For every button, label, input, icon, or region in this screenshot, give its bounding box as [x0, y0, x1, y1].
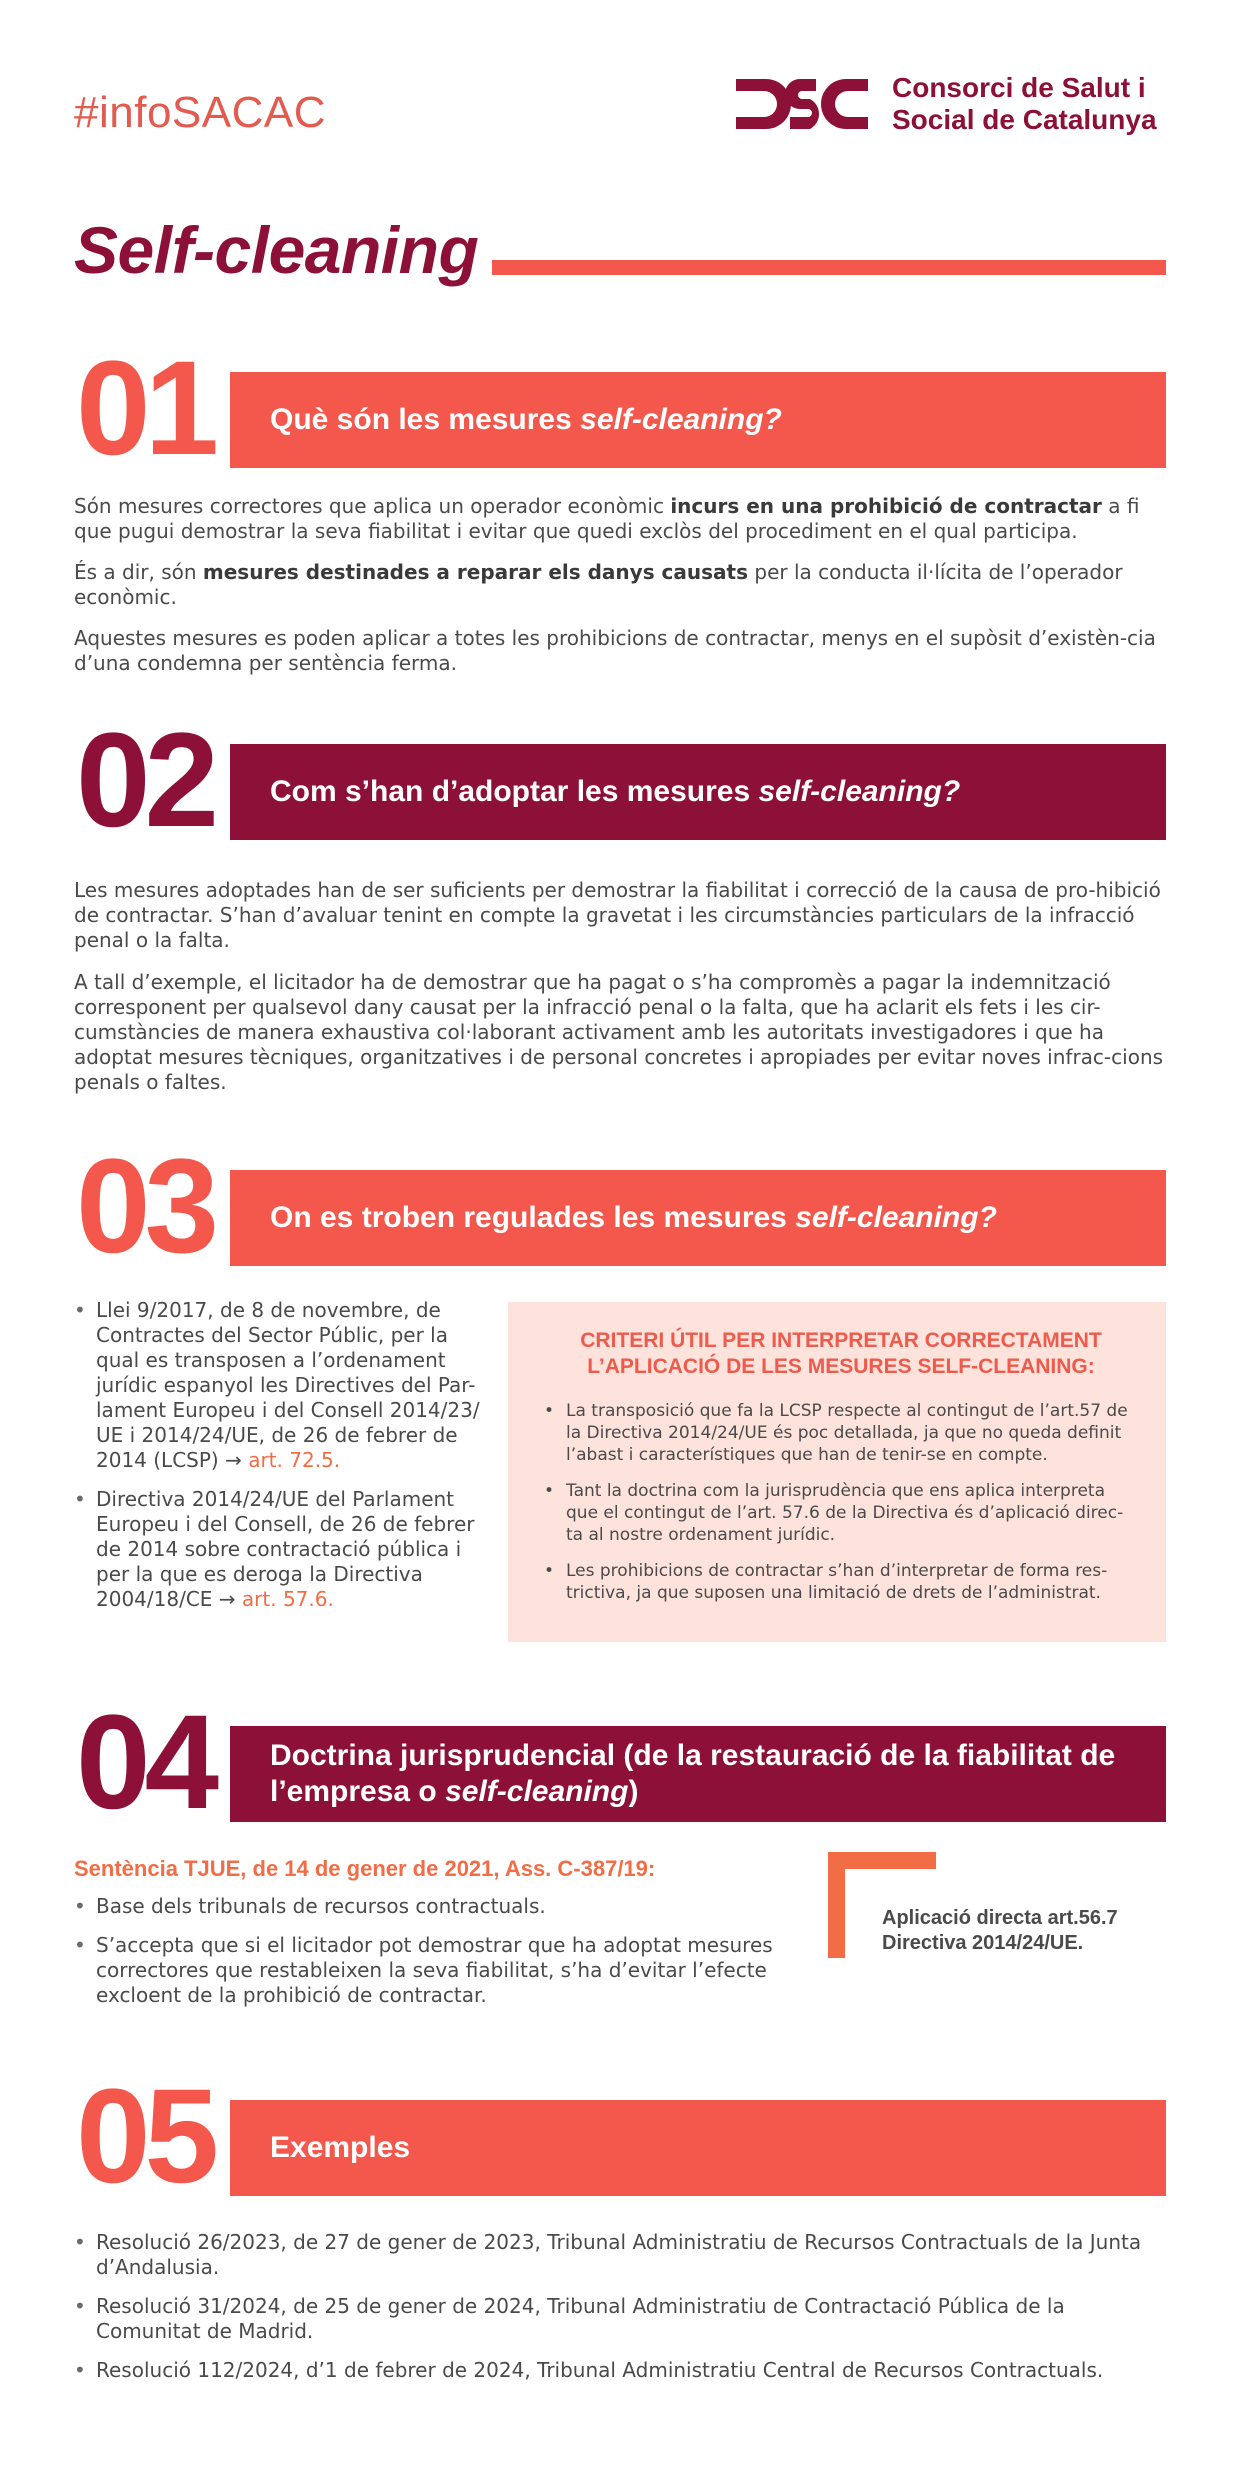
- section-02-paragraph: Les mesures adoptades han de ser suficients per demostrar la fiabilitat i correcció de la causa de pro-hibició de contractar. S’han d’avaluar tenint en compte la gravetat i les circumstàncies particulars de la infracció penal o la falta.: [74, 878, 1161, 952]
- section-05-list: [74, 2230, 1166, 2397]
- logo-line-1: Consorci de Salut i: [892, 72, 1146, 103]
- list-item: • Tant la doctrina com la jurisprudència que ens aplica interpreta que el contingut de l’art. 57.6 de la Directiva és d’aplicació direc-ta al nostre ordenament jurídic.: [544, 1480, 1138, 1546]
- list-item: • Directiva 2014/24/UE del Parlament Europeu i del Consell, de 26 de febrer de 2014 sobre contractació pública i per la que es deroga la Directiva 2004/18/CE → art. 57.6.: [74, 1487, 494, 1612]
- section-number: 02: [74, 722, 230, 840]
- section-number: 03: [74, 1148, 230, 1266]
- section-title: Doctrina jurisprudencial (de la restauració de la fiabilitat de l’empresa o self-cleaning): [270, 1739, 1116, 1808]
- criteria-heading: CRITERI ÚTIL PER INTERPRETAR CORRECTAMENT L’APLICACIÓ DE LES MESURES SELF-CLEANING:: [580, 1329, 1102, 1378]
- section-title: Com s’han d’adoptar les mesures self-cleaning?: [270, 775, 961, 808]
- page-title: Self-cleaning: [74, 213, 479, 287]
- article-link[interactable]: art. 57.6.: [241, 1587, 334, 1611]
- logo-line-2: Social de Catalunya: [892, 104, 1157, 135]
- section-01-band: [74, 350, 1166, 468]
- section-01-paragraph: Aquestes mesures es poden aplicar a totes les prohibicions de contractar, menys en el supòsit d’existèn-cia d’una condemna per sentència ferma.: [74, 626, 1156, 675]
- list-item: • Resolució 26/2023, de 27 de gener de 2023, Tribunal Administratiu de Recursos Contractuals de la Junta d’Andalusia.: [74, 2230, 1166, 2280]
- section-04-list: [74, 1894, 814, 2022]
- list-item: • Resolució 31/2024, de 25 de gener de 2024, Tribunal Administratiu de Contractació Pública de la Comunitat de Madrid.: [74, 2294, 1166, 2344]
- list-item: • Les prohibicions de contractar s’han d’interpretar de forma res-trictiva, ja que suposen una limitació de drets de l’administrat.: [544, 1560, 1138, 1604]
- section-number: 01: [74, 350, 230, 468]
- callout-text: Aplicació directa art.56.7 Directiva 2014/24/UE.: [882, 1907, 1118, 1954]
- list-item: • S’accepta que si el licitador pot demostrar que ha adoptat mesures correctores que restableixen la seva fiabilitat, s’ha d’evitar l’efecte excloent de la prohibició de contractar.: [74, 1933, 814, 2008]
- section-05-band: [74, 2078, 1166, 2196]
- section-number: 04: [74, 1704, 230, 1822]
- hashtag: #infoSACAC: [74, 88, 327, 137]
- list-item: • Resolució 112/2024, d’1 de febrer de 2024, Tribunal Administratiu Central de Recursos Contractuals.: [74, 2358, 1166, 2383]
- logo-text: [892, 72, 1157, 136]
- criteria-list: [544, 1400, 1138, 1604]
- section-02-band: [74, 722, 1166, 840]
- csc-logo-icon: [736, 75, 868, 133]
- list-item: • Base dels tribunals de recursos contractuals.: [74, 1894, 814, 1919]
- section-02-paragraph: A tall d’exemple, el licitador ha de demostrar que ha pagat o s’ha compromès a pagar la indemnització corresponent per qualsevol dany causat per la infracció penal o la falta, que ha aclarit els fets i les cir-cumstàncies de manera exhaustiva col·laborant activament amb les autoritats investigadores i que ha adoptat mesures tècniques, organitzatives i de personal concretes i apropiades per evitar noves infrac-cions penals o faltes.: [74, 970, 1164, 1094]
- logo: [736, 72, 1157, 136]
- section-01-paragraph: Són mesures correctores que aplica un operador econòmic incurs en una prohibició de contractar a fi que pugui demostrar la seva fiabilitat i evitar que quedi exclòs del procediment en el qual participa.: [74, 494, 1140, 543]
- section-title: On es troben regulades les mesures self-cleaning?: [270, 1201, 997, 1234]
- section-04-band: [74, 1704, 1166, 1822]
- section-title: Exemples: [270, 2131, 411, 2164]
- list-item: • La transposició que fa la LCSP respecte al contingut de l’art.57 de la Directiva 2014/24/UE és poc detallada, ja que no queda definit l’abast i característiques que han de tenir-se en compte.: [544, 1400, 1138, 1466]
- section-03-band: [74, 1148, 1166, 1266]
- section-title: Què són les mesures self-cleaning?: [270, 403, 782, 436]
- ruling-heading: Sentència TJUE, de 14 de gener de 2021, Ass. C-387/19:: [74, 1856, 656, 1881]
- list-item: • Llei 9/2017, de 8 de novembre, de Contractes del Sector Públic, per la qual es transposen a l’ordenament jurídic espanyol les Directives del Par-lament Europeu i del Consell 2014/23/ UE i 2014/24/UE, de 26 de febrer de 2014 (LCSP) → art. 72.5.: [74, 1298, 494, 1473]
- article-link[interactable]: art. 72.5.: [248, 1448, 341, 1472]
- section-01-paragraph: És a dir, són mesures destinades a reparar els danys causats per la conducta il·lícita de l’operador econòmic.: [74, 560, 1123, 609]
- criteria-box: [508, 1302, 1166, 1642]
- section-number: 05: [74, 2078, 230, 2196]
- title-rule: [492, 260, 1166, 275]
- section-03-list: [74, 1298, 494, 1626]
